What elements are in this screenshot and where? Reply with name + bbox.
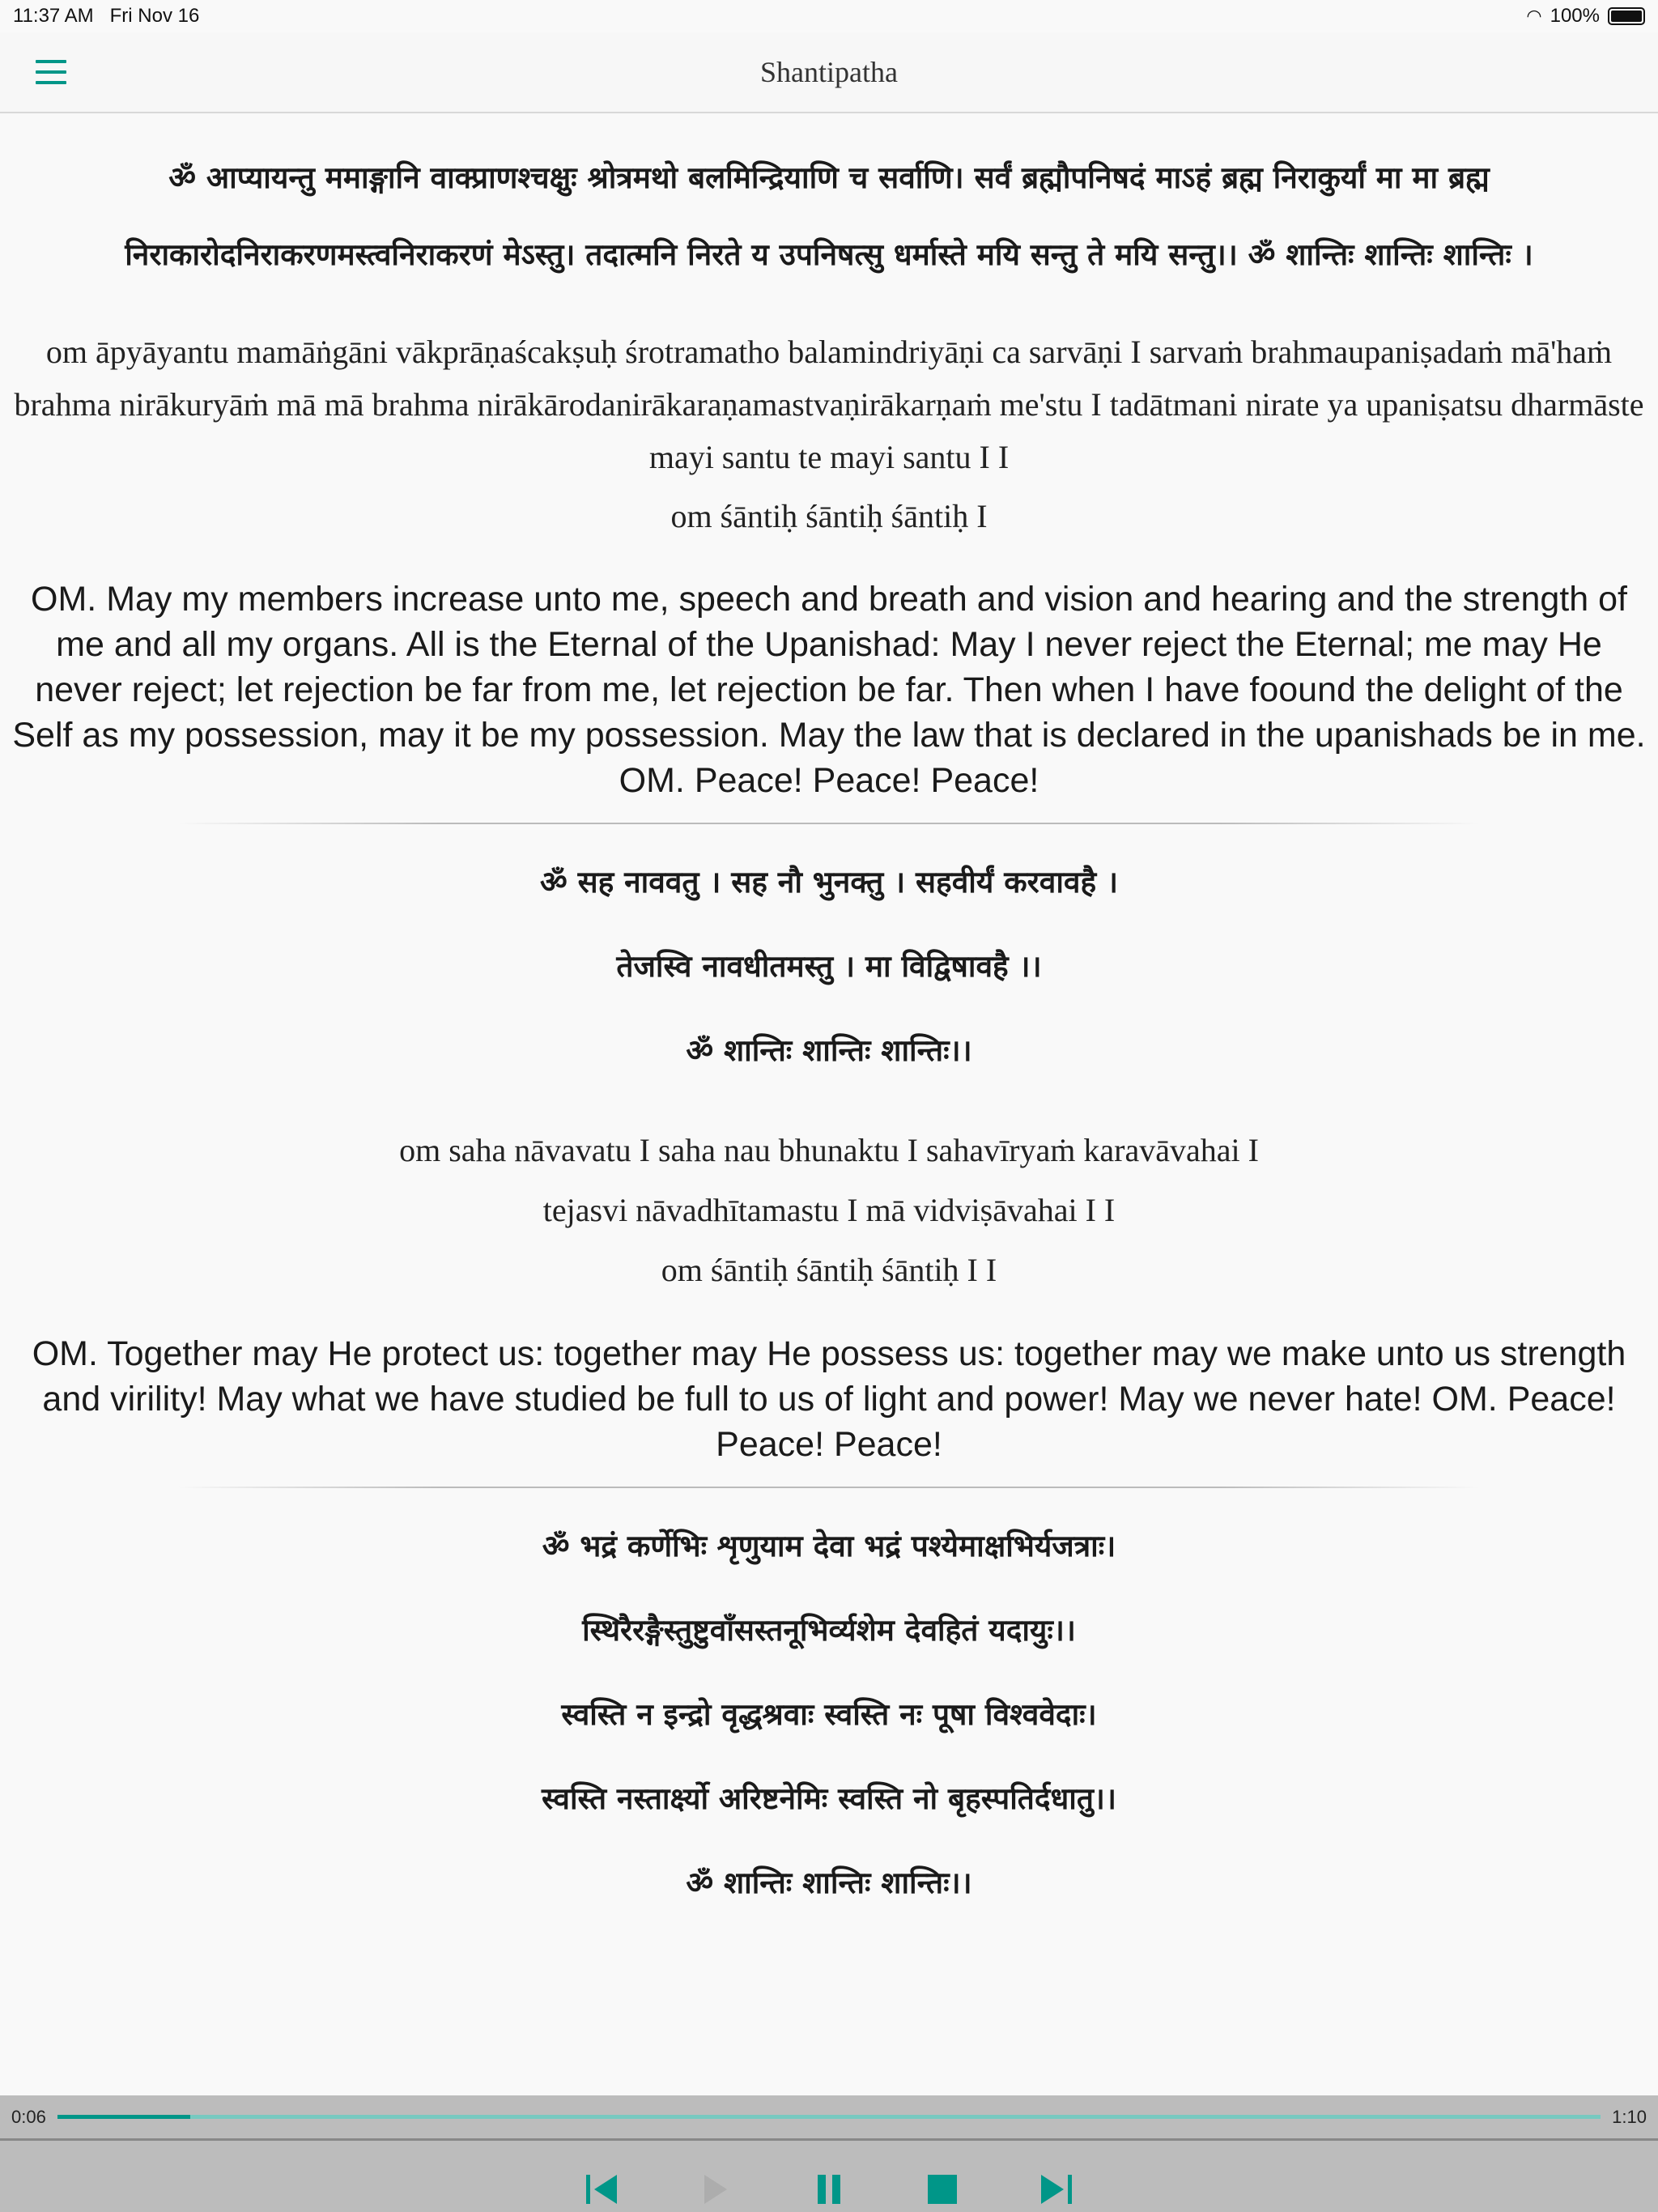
page-title: Shantipatha <box>760 56 898 88</box>
section-2-devanagari-line: ॐ सह नाववतु । सह नौ भुनक्तु । सहवीर्यं करवावहै । <box>539 865 1119 900</box>
section-2-transliteration-line: tejasvi nāvadhītamastu I mā vidviṣāvahai I I <box>542 1192 1116 1228</box>
section-3-devanagari-line: ॐ शान्तिः शान्तिः शान्तिः।। <box>686 1865 972 1900</box>
section-1-transliteration: om āpyāyantu mamāṅgāni vākprāṇaścakṣuḥ śrotramatho balamindriyāṇi ca sarvāṇi I sarvaṁ brahmaupaniṣadaṁ mā'haṁ brahma nirākuryāṁ mā mā brahma nirākārodanirākaraṇamastvaṇirākarṇaṁ me'stu I tadātmani nirate ya upaniṣatsu dharmāste mayi santu te mayi santu I I <box>14 334 1644 475</box>
section-3-devanagari-line: ॐ भद्रं कर्णेभिः शृणुयाम देवा भद्रं पश्येमाक्षभिर्यजत्राः। <box>542 1529 1116 1563</box>
section-3-devanagari-line: स्वस्ति न इन्द्रो वृद्धश्रवाः स्वस्ति नः पूषा विश्ववेदाः। <box>561 1697 1097 1732</box>
play-icon[interactable] <box>699 2173 732 2206</box>
section-2-transliteration-line: om saha nāvavatu I saha nau bhunaktu I sahavīryaṁ karavāvahai I <box>399 1132 1259 1168</box>
section-1-english: OM. May my members increase unto me, speech and breath and vision and hearing and the strength of me and all my organs. All is the Eternal of the Upanishad: May I never reject the Eternal; me may He never reject; let rejection be far from me, let rejection be far. Then when I have foound the delight of the Self as my possession, may it be my possession. May the law that is declared in the upanishads be in me. OM. Peace! Peace! Peace! <box>12 580 1646 800</box>
section-3-devanagari-line: स्वस्ति नस्तार्क्ष्यो अरिष्टनेमिः स्वस्ति नो बृहस्पतिर्दधातु।। <box>542 1781 1116 1816</box>
divider <box>178 1487 1480 1488</box>
status-date: Fri Nov 16 <box>109 5 200 27</box>
section-3-devanagari-line: स्थिरैरङ्गैस्तुष्टुवाँसस्तनूभिर्व्यशेम देवहितं यदायुः।। <box>582 1613 1076 1648</box>
section-2-english: OM. Together may He protect us: together may He possess us: together may we make unto us strength and virility! May what we have studied be full to us of light and power! May we never hate! OM. Peace! Peace! Peace! <box>32 1334 1626 1464</box>
status-bar <box>0 0 1658 32</box>
battery-percent: 100% <box>1550 5 1600 27</box>
wifi-icon: ◠ <box>1526 6 1542 26</box>
battery-icon <box>1608 7 1645 25</box>
status-time: 11:37 AM <box>13 5 94 27</box>
audio-player <box>0 2095 1658 2212</box>
elapsed-time: 0:06 <box>11 2106 46 2127</box>
section-2-transliteration-line: om śāntiḥ śāntiḥ śāntiḥ I I <box>661 1252 997 1288</box>
pause-icon[interactable] <box>813 2173 845 2206</box>
duration-time: 1:10 <box>1612 2106 1647 2127</box>
stop-icon[interactable] <box>926 2173 959 2206</box>
progress-fill <box>57 2115 190 2119</box>
hamburger-menu-icon[interactable] <box>36 60 66 84</box>
section-1-devanagari: ॐ आप्यायन्तु ममाङ्गानि वाक्प्राणश्चक्षुः श्रोत्रमथो बलमिन्द्रियाणि च सर्वाणि। सर्वं ब्रह्मौपनिषदं माऽहं ब्रह्म निराकुर्यां मा मा ब्रह्म निराकारोदनिराकरणमस्त्वनिराकरणं मेऽस्तु। तदात्मनि निरते य उपनिषत्सु धर्मास्ते मयि सन्तु ते मयि सन्तु।। ॐ शान्तिः शान्तिः शान्तिः । <box>125 160 1533 272</box>
skip-previous-icon[interactable] <box>586 2173 619 2206</box>
mantra-content <box>0 115 1658 1925</box>
section-1-transliteration-peace: om śāntiḥ śāntiḥ śāntiḥ I <box>670 498 988 534</box>
navigation-bar <box>0 32 1658 113</box>
skip-next-icon[interactable] <box>1039 2173 1072 2206</box>
progress-slider[interactable] <box>57 2115 1601 2119</box>
divider <box>178 823 1480 824</box>
section-2-devanagari-line: ॐ शान्तिः शान्तिः शान्तिः।। <box>686 1033 972 1068</box>
section-2-devanagari-line: तेजस्वि नावधीतमस्तु । मा विद्विषावहै ।। <box>616 949 1042 984</box>
